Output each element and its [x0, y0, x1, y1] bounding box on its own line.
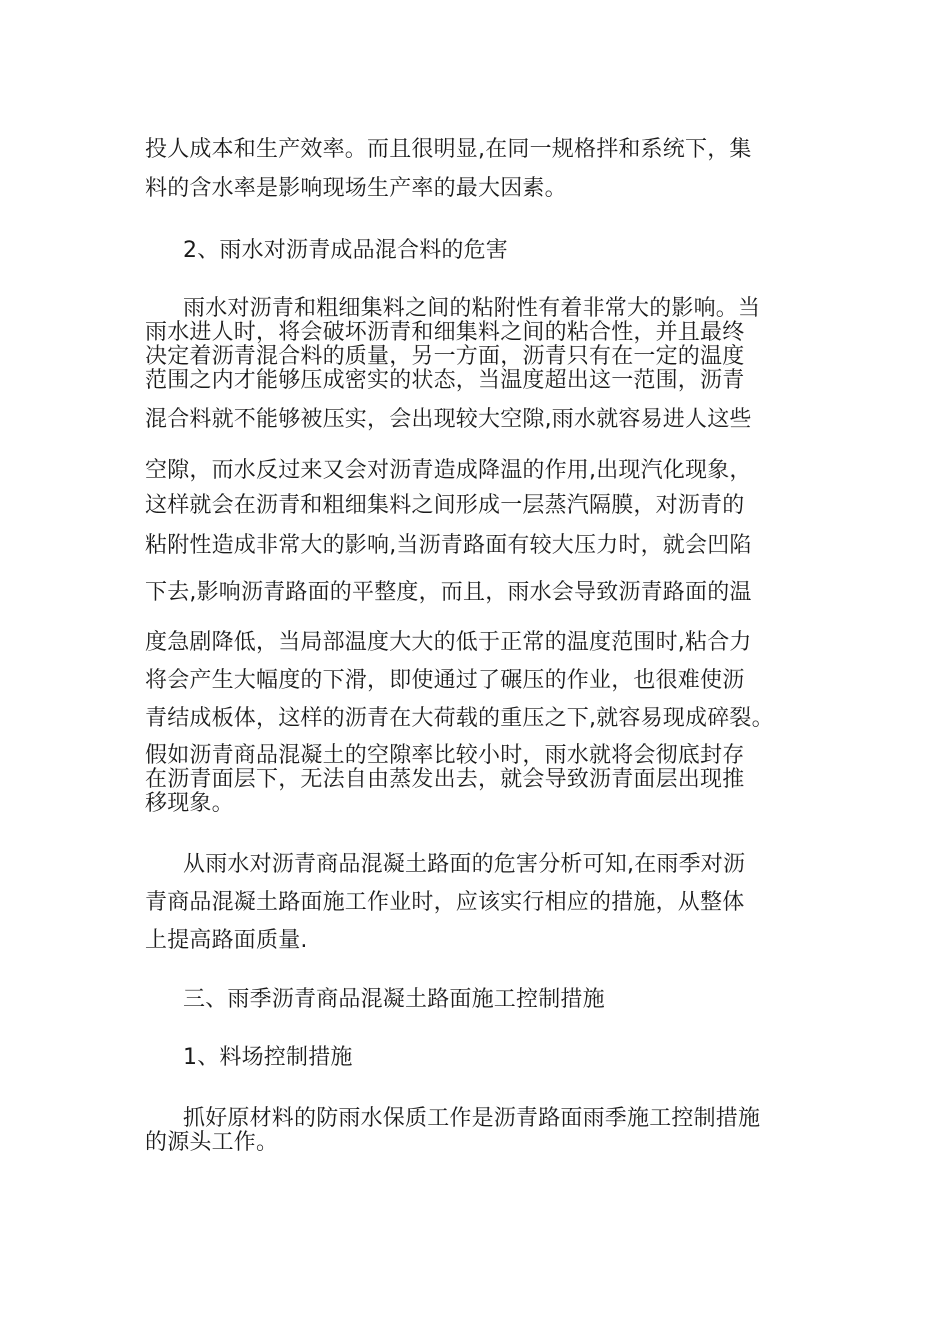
text-line: 抓好原材料的防雨水保质工作是沥青路面雨季施工控制措施 — [183, 1106, 761, 1131]
text-line: 上提高路面质量. — [145, 928, 308, 953]
text-line: 范围之内才能够压成密实的状态，当温度超出这一范围，沥青 — [145, 368, 745, 393]
section-heading: 2、雨水对沥青成品混合料的危害 — [183, 238, 508, 263]
text-line: 粘附性造成非常大的影响,当沥青路面有较大压力时，就会凹陷 — [145, 533, 752, 558]
text-line: 决定着沥青混合料的质量，另一方面，沥青只有在一定的温度 — [145, 344, 745, 369]
text-line: 从雨水对沥青商品混凝土路面的危害分析可知,在雨季对沥 — [183, 852, 746, 877]
text-line: 假如沥青商品混凝土的空隙率比较小时，雨水就将会彻底封存 — [145, 743, 745, 768]
text-line: 料的含水率是影响现场生产率的最大因素。 — [145, 176, 567, 201]
text-line: 青商品混凝土路面施工作业时，应该实行相应的措施，从整体 — [145, 890, 745, 915]
text-line: 将会产生大幅度的下滑，即使通过了碾压的作业，也很难使沥 — [145, 668, 745, 693]
text-line: 下去,影响沥青路面的平整度，而且，雨水会导致沥青路面的温 — [145, 580, 752, 605]
text-line: 青结成板体，这样的沥青在大荷载的重压之下,就容易现成碎裂。 — [145, 706, 774, 731]
text-line: 的源头工作。 — [145, 1130, 279, 1155]
text-line: 雨水对沥青和粗细集料之间的粘附性有着非常大的影响。当 — [183, 296, 761, 321]
text-line: 在沥青面层下，无法自由蒸发出去，就会导致沥青面层出现推 — [145, 767, 745, 792]
text-line: 投人成本和生产效率。而且很明显,在同一规格拌和系统下，集 — [145, 137, 752, 162]
text-line: 度急剧降低，当局部温度大大的低于正常的温度范围时,粘合力 — [145, 630, 752, 655]
section-heading: 1、料场控制措施 — [183, 1045, 353, 1070]
section-heading: 三、雨季沥青商品混凝土路面施工控制措施 — [183, 987, 605, 1012]
text-line: 混合料就不能够被压实，会出现较大空隙,雨水就容易进人这些 — [145, 407, 752, 432]
text-line: 空隙，而水反过来又会对沥青造成降温的作用,出现汽化现象， — [145, 458, 752, 483]
text-line: 移现象。 — [145, 791, 234, 816]
text-line: 这样就会在沥青和粗细集料之间形成一层蒸汽隔膜，对沥青的 — [145, 493, 745, 518]
text-line: 雨水进人时，将会破坏沥青和细集料之间的粘合性，并且最终 — [145, 320, 745, 345]
